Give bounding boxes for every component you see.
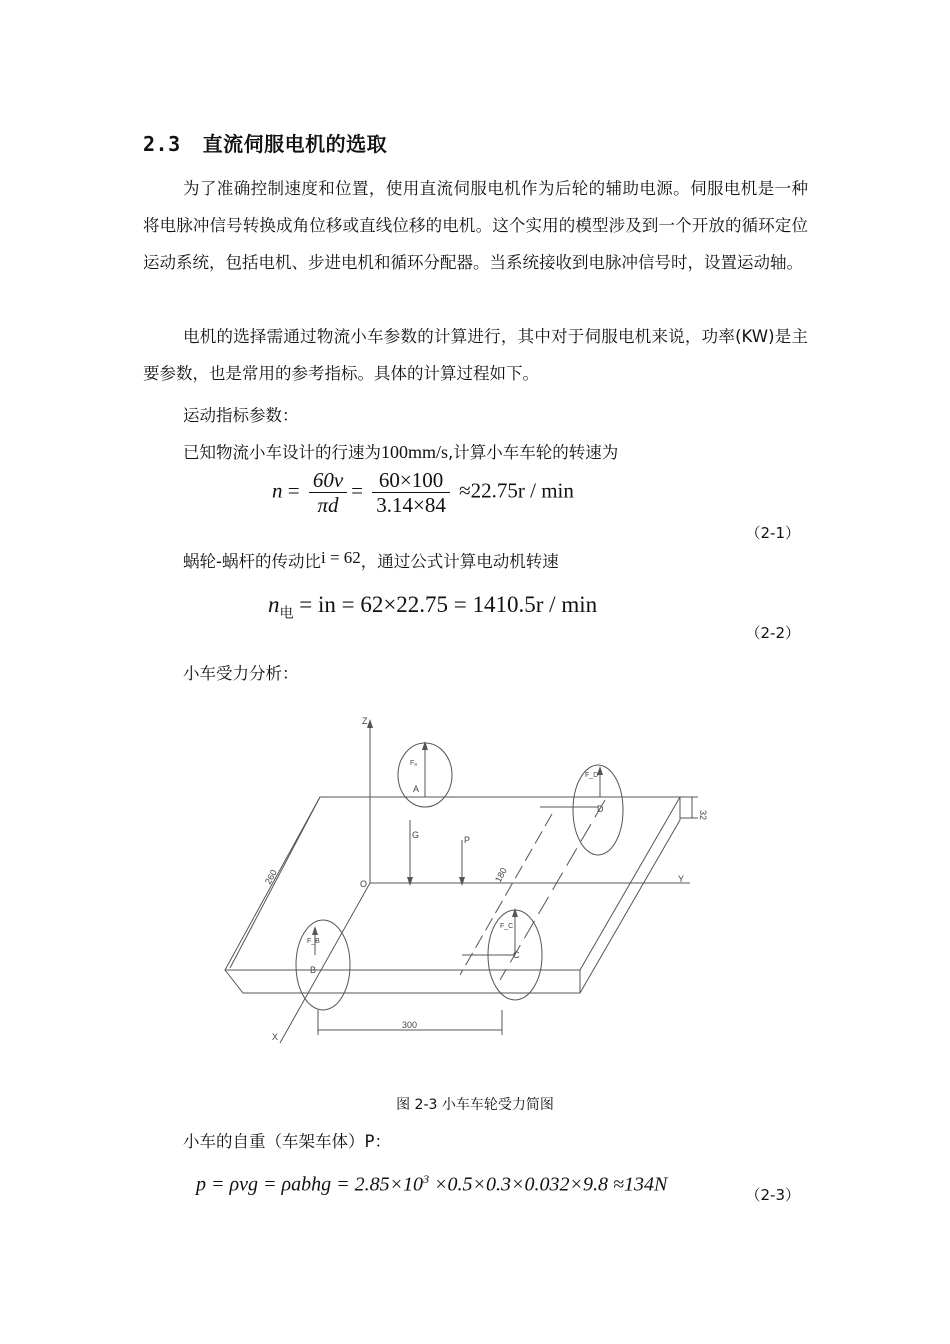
- platform-front-edge: [225, 970, 580, 993]
- label-300: 300: [402, 1020, 418, 1030]
- equation-2-3: [196, 1172, 667, 1197]
- eq2-lhs: n: [268, 592, 280, 617]
- force-analysis-label: 小车受力分析：: [183, 664, 299, 683]
- paragraph-1: 为了准确控制速度和位置，使用直流伺服电机作为后轮的辅助电源。伺服电机是一种将电脉冲信号转换成角位移或直线位移的电机。这个实用的模型涉及到一个开放的循环定位运动系统，包括电机、步进电机和循环分配器。当系统接收到电脉冲信号时，设置运动轴。: [143, 179, 808, 272]
- paragraph-2: 电机的选择需通过物流小车参数的计算进行，其中对于伺服电机来说，功率(KW)是主要参数，也是常用的参考指标。具体的计算过程如下。: [143, 327, 808, 383]
- label-180: 180: [492, 865, 509, 884]
- dim-180-line: [460, 814, 552, 975]
- label-fb: F_B: [307, 938, 320, 945]
- eq3-rest: ×0.5×0.3×0.032×9.8 ≈134N: [429, 1173, 668, 1196]
- speed-value: 100mm/s: [381, 442, 449, 462]
- ratio-sentence-after: ，通过公式计算电动机转速: [360, 552, 559, 571]
- equation-2-1: n = $\frac{60v}{\pi d}$ = $\frac{60\times 100}{3.14\times 84}$ ≈22.75r / min: [272, 468, 574, 517]
- p-arrow: [459, 877, 465, 886]
- section-number: 2.3: [143, 132, 181, 156]
- ratio-sentence-before: 蜗轮-蜗杆的传动比: [183, 552, 321, 571]
- equation-number-2-1: （2-1）: [745, 524, 800, 542]
- eq3-exponent: 3: [423, 1172, 430, 1186]
- label-g: G: [412, 830, 420, 840]
- label-c: C: [513, 950, 520, 960]
- eq1-frac2-den: 3.14×84: [376, 493, 446, 517]
- ratio-sentence: [183, 548, 559, 572]
- ratio-value: i = 62: [320, 548, 361, 567]
- fc-arrow: [512, 908, 518, 917]
- x-axis: [280, 883, 370, 1043]
- z-arrow: [367, 719, 373, 728]
- label-fd: F_D: [585, 772, 599, 779]
- motion-params-label: 运动指标参数：: [183, 406, 299, 425]
- eq1-fraction-2: [372, 468, 450, 517]
- speed-sentence-after: ,计算小车车轮的转速为: [448, 443, 619, 462]
- equation-2-2: [268, 592, 597, 623]
- label-p: P: [464, 835, 471, 845]
- figure-caption: 图 2-3 小车车轮受力简图: [396, 1097, 554, 1113]
- label-y: Y: [678, 874, 685, 884]
- wheel-b: [296, 920, 350, 1010]
- platform-side-edge: [580, 820, 680, 993]
- equation-number-2-3: （2-3）: [745, 1186, 800, 1204]
- equation-number-2-2: （2-2）: [745, 624, 800, 642]
- eq1-frac1-den: πd: [317, 493, 339, 517]
- g-arrow: [407, 877, 413, 886]
- label-260: 260: [262, 867, 279, 886]
- fb-arrow: [312, 926, 318, 935]
- label-fc: F_C: [500, 923, 514, 930]
- eq2-rhs: = in = 62×22.75 = 1410.5r / min: [299, 592, 598, 617]
- eq1-lhs: n: [272, 478, 283, 503]
- label-d: D: [597, 804, 604, 814]
- eq1-fraction-1: [309, 468, 347, 517]
- speed-sentence-before: 已知物流小车设计的行速为: [183, 443, 381, 462]
- section-title: 直流伺服电机的选取: [202, 132, 388, 156]
- eq2-sub: 电: [279, 605, 294, 622]
- label-o: O: [360, 879, 368, 889]
- force-diagram: [200, 700, 720, 1060]
- label-32: 32: [698, 810, 708, 821]
- label-a: A: [413, 784, 420, 794]
- speed-sentence: [183, 439, 618, 463]
- eq1-frac2-num: 60×100: [372, 468, 450, 493]
- eq3-text: p = ρvg = ρabhg = 2.85×10: [196, 1173, 424, 1196]
- label-b: B: [310, 965, 317, 975]
- label-fa: Fₐ: [410, 760, 417, 767]
- section-heading: [143, 128, 387, 157]
- label-z: Z: [362, 716, 368, 726]
- label-x: X: [272, 1032, 279, 1042]
- weight-label: 小车的自重（车架车体）P：: [183, 1132, 391, 1151]
- fa-arrow: [422, 741, 428, 750]
- eq1-result: ≈22.75r / min: [459, 478, 574, 503]
- eq1-frac1-num: 60v: [309, 468, 347, 493]
